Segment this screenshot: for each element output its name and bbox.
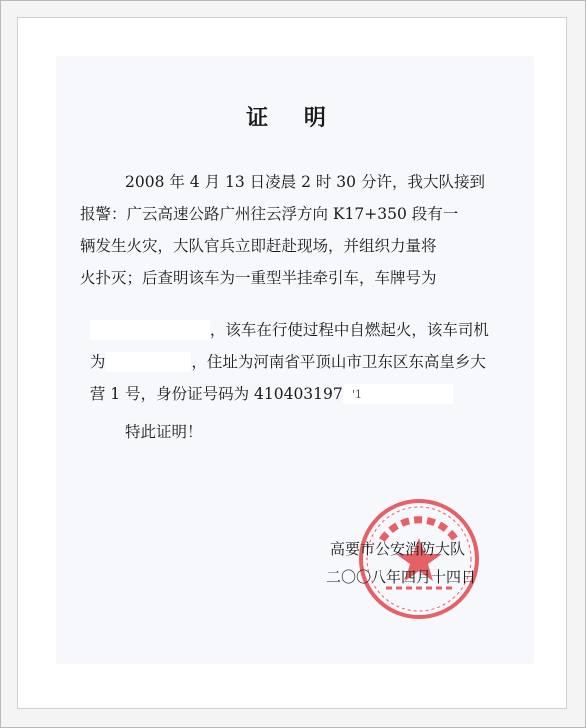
document-title: 证 明 xyxy=(246,105,340,131)
body-line-6a: 为 xyxy=(89,353,106,371)
body-line-7: 营 1 号，身份证号码为 410403197 xyxy=(89,385,343,403)
signature-date: 二〇〇八年四月十四日 xyxy=(326,568,477,586)
stray-mark: '1 xyxy=(352,388,363,401)
official-seal-stamp xyxy=(356,496,482,622)
body-line-4: 火扑灭；后查明该车为一重型半挂牵引车，车牌号为 xyxy=(80,269,437,287)
body-line-2: 报警：广云高速公路广州往云浮方向 K17+350 段有一 xyxy=(80,205,459,223)
closing-line: 特此证明！ xyxy=(125,423,203,441)
body-line-1: 2008 年 4 月 13 日凌晨 2 时 30 分许，我大队接到 xyxy=(125,173,485,191)
body-line-6b: ，住址为河南省平顶山市卫东区东高皇乡大 xyxy=(191,353,486,371)
body-line-7-group xyxy=(80,364,453,404)
signature-organization: 高要市公安消防大队 xyxy=(330,540,466,558)
body-line-3: 辆发生火灾，大队官兵立即赶赴现场，并组织力量将 xyxy=(80,237,437,255)
body-line-5: ，该车在行使过程中自燃起火，该车司机 xyxy=(209,321,489,339)
